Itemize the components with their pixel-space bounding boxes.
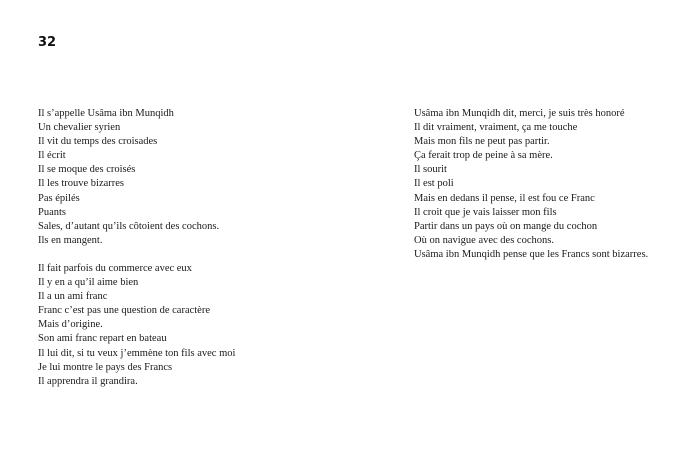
stanza-3 <box>414 107 684 262</box>
poem-line: Il apprendra il grandira. <box>38 375 138 387</box>
poem-line: Il sourit <box>414 164 447 176</box>
poem-line: Un chevalier syrien <box>38 122 121 134</box>
poem-line: Mais en dedans il pense, il est fou ce Franc <box>414 192 595 204</box>
poem-line: Usâma ibn Munqidh dit, merci, je suis très honoré <box>414 108 625 119</box>
left-column <box>38 107 338 403</box>
poem-line: Ils en mangent. <box>38 234 103 246</box>
poem-line: Il fait parfois du commerce avec eux <box>38 262 192 274</box>
poem-line: Il a un ami franc <box>38 291 108 303</box>
poem-line: Mais d’origine. <box>38 319 103 331</box>
poem-line: Je lui montre le pays des Francs <box>38 361 173 373</box>
poem-line: Il vit du temps des croisades <box>38 136 158 148</box>
poem-line: Partir dans un pays où on mange du cochon <box>414 220 598 232</box>
poem-line: Son ami franc repart en bateau <box>38 333 167 345</box>
poem-line: Il écrit <box>38 150 66 162</box>
poem-line: Il dit vraiment, vraiment, ça me touche <box>414 122 578 134</box>
poem-line: Il se moque des croisés <box>38 164 136 176</box>
poem-line: Il y en a qu’il aime bien <box>38 277 139 289</box>
stanza-1 <box>38 107 338 248</box>
poem-line: Il croit que je vais laisser mon fils <box>414 206 557 218</box>
page-number: 32 <box>38 35 57 50</box>
poem-line: Pas épilés <box>38 192 80 204</box>
poem-line: Il les trouve bizarres <box>38 178 125 190</box>
poem-line: Il lui dit, si tu veux j’emmène ton fils avec moi <box>38 347 236 359</box>
poem-line: Il s’appelle Usâma ibn Munqidh <box>38 108 174 119</box>
poem-line: Sales, d’autant qu’ils côtoient des cochons. <box>38 220 220 232</box>
poem-line: Où on navigue avec des cochons. <box>414 234 554 246</box>
poem-line: Ça ferait trop de peine à sa mère. <box>414 150 553 162</box>
poem-line: Mais mon fils ne peut pas partir. <box>414 136 550 148</box>
poem-line: Il est poli <box>414 178 454 190</box>
right-column <box>414 107 684 276</box>
poem-line: Puants <box>38 206 67 218</box>
poem-line: Franc c’est pas une question de caractère <box>38 305 210 317</box>
stanza-2 <box>38 262 338 389</box>
poem-line: Usâma ibn Munqidh pense que les Francs sont bizarres. <box>414 248 649 260</box>
